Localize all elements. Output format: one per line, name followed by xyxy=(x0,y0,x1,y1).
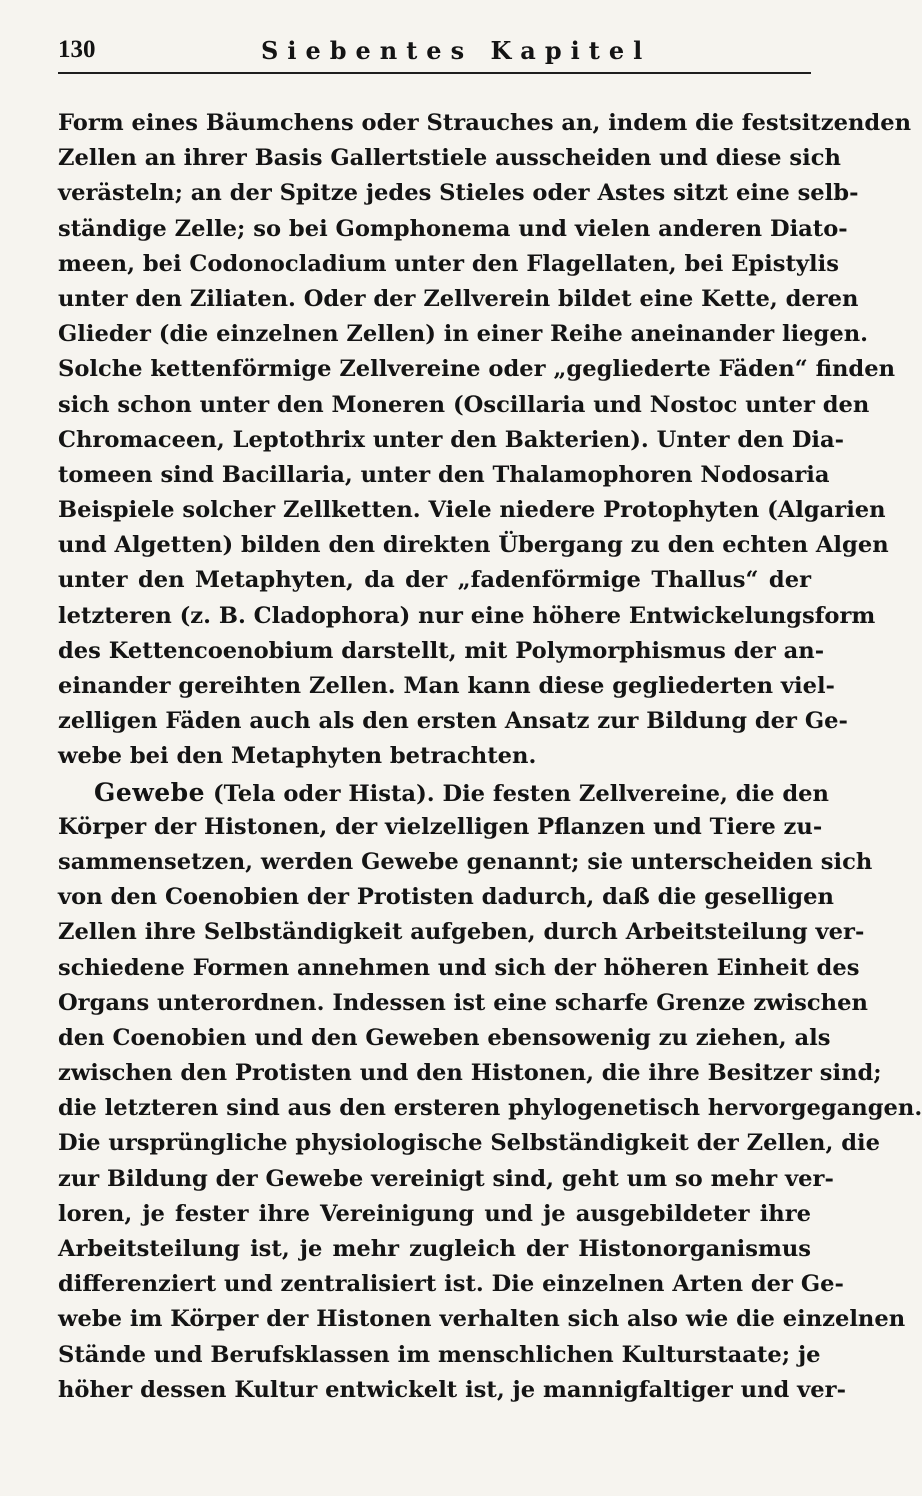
text-line: und Algetten) bilden den direkten Übergang zu den echten Algen xyxy=(58,532,889,559)
text-line: Organs unterordnen. Indessen ist eine scharfe Grenze zwischen xyxy=(58,989,868,1016)
text-line: zur Bildung der Gewebe vereinigt sind, geht um so mehr ver- xyxy=(58,1165,834,1192)
text-line: ständige Zelle; so bei Gomphonema und vielen anderen Diato- xyxy=(58,215,848,242)
text-line: sammensetzen, werden Gewebe genannt; sie unterscheiden sich xyxy=(58,848,873,875)
text-line: Arbeitsteilung ist, je mehr zugleich der Histonorganismus xyxy=(58,1236,811,1262)
text-line: Chromaceen, Leptothrix unter den Bakterien). Unter den Dia- xyxy=(58,426,845,453)
running-head xyxy=(58,32,811,74)
text-line: meen, bei Codonocladium unter den Flagellaten, bei Epistylis xyxy=(58,250,839,277)
text-line: Form eines Bäumchens oder Strauches an, indem die festsitzenden xyxy=(58,110,912,136)
text-line: Körper der Histonen, der vielzelligen Pflanzen und Tiere zu- xyxy=(58,813,823,840)
text-line: Stände und Berufsklassen im menschlichen Kulturstaate; je xyxy=(58,1341,821,1368)
text-line: zelligen Fäden auch als den ersten Ansatz zur Bildung der Ge- xyxy=(58,708,848,735)
text-line: tomeen sind Bacillaria, unter den Thalamophoren Nodosaria xyxy=(58,461,830,488)
text-line: differenziert und zentralisiert ist. Die einzelnen Arten der Ge- xyxy=(58,1271,844,1298)
text-line: schiedene Formen annehmen und sich der höheren Einheit des xyxy=(58,954,860,981)
section-term-gewebe: Gewebe xyxy=(94,777,206,807)
text-line: Zellen an ihrer Basis Gallertstiele ausscheiden und diese sich xyxy=(58,145,841,172)
text-line: webe bei den Metaphyten betrachten. xyxy=(58,743,537,770)
paragraph-1 xyxy=(58,106,912,775)
text-line: Die ursprüngliche physiologische Selbständigkeit der Zellen, die xyxy=(58,1130,880,1157)
text-line: des Kettencoenobium darstellt, mit Polymorphismus der an- xyxy=(58,637,825,664)
text-line: letzteren (z. B. Cladophora) nur eine höhere Entwickelungsform xyxy=(58,602,876,629)
text-line: höher dessen Kultur entwickelt ist, je mannigfaltiger und ver- xyxy=(58,1376,846,1403)
text-line: Glieder (die einzelnen Zellen) in einer Reihe aneinander liegen. xyxy=(58,321,869,348)
chapter-title: Siebentes Kapitel xyxy=(261,36,652,65)
text-line: Beispiele solcher Zellketten. Viele niedere Protophyten (Algarien xyxy=(58,497,886,524)
text-line: unter den Metaphyten, da der „fadenförmige Thallus“ der xyxy=(58,567,811,594)
text-line: loren, je fester ihre Vereinigung und je ausgebildeter ihre xyxy=(58,1200,811,1227)
text-line: von den Coenobien der Protisten dadurch, daß die geselligen xyxy=(58,884,834,911)
text-line: webe im Körper der Histonen verhalten sich also wie die einzelnen xyxy=(58,1306,906,1333)
body-text xyxy=(58,106,922,1408)
text-line: die letzteren sind aus den ersteren phylogenetisch hervorgegangen. xyxy=(58,1095,922,1122)
text-line: unter den Ziliaten. Oder der Zellverein bildet eine Kette, deren xyxy=(58,285,859,312)
text-line: sich schon unter den Moneren (Oscillaria und Nostoc unter den xyxy=(58,391,870,418)
text-line-rest: (Tela oder Hista). Die festen Zellvereine, die den xyxy=(212,780,829,807)
text-line: zwischen den Protisten und den Histonen, die ihre Besitzer sind; xyxy=(58,1060,882,1087)
text-line: den Coenobien und den Geweben ebensowenig zu ziehen, als xyxy=(58,1024,831,1051)
page-number: 130 xyxy=(58,36,96,63)
text-line xyxy=(58,775,829,810)
text-line: verästeln; an der Spitze jedes Stieles oder Astes sitzt eine selb- xyxy=(58,180,859,207)
text-line: Solche kettenförmige Zellvereine oder „gegliederte Fäden“ finden xyxy=(58,356,896,383)
paragraph-2 xyxy=(58,775,922,1408)
text-line: Zellen ihre Selbständigkeit aufgeben, durch Arbeitsteilung ver- xyxy=(58,919,865,946)
text-line: einander gereihten Zellen. Man kann diese gegliederten viel- xyxy=(58,673,835,699)
